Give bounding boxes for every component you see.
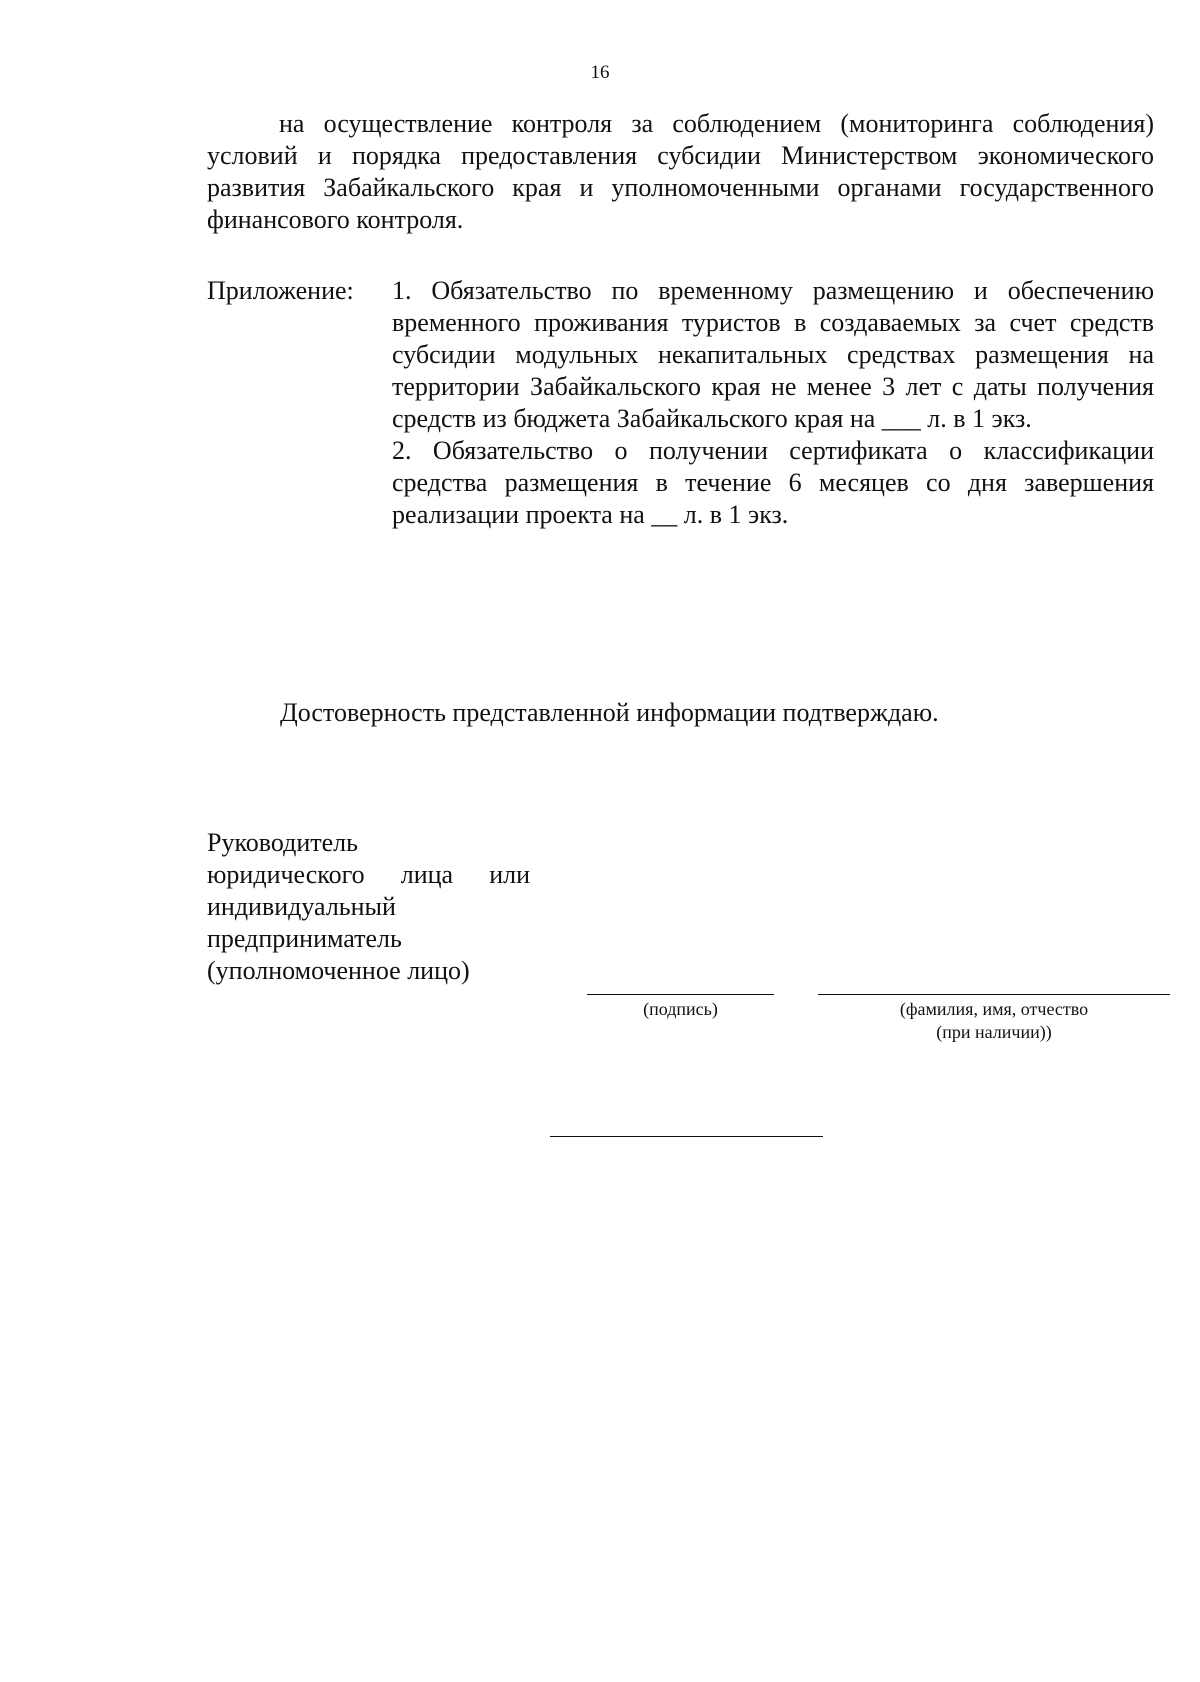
appendix-item-1: 1. Обязательство по временному размещению и обеспечению временного проживания туристов в создаваемых за счет средств субсидии модульных некапитальных средствах размещения на территории Забайкальского края не менее 3 лет с даты получения средств из бюджета Забайкальского края на ___ л. в 1 экз. (392, 276, 1154, 433)
signer-line-2 (207, 859, 530, 891)
page-number: 16 (590, 62, 610, 83)
signer-line-1: Руководитель (207, 828, 358, 857)
full-name-line (818, 994, 1170, 995)
body-paragraph: на осуществление контроля за соблюдением (мониторинга соблюдения) условий и порядка предоставления субсидии Министерством экономического развития Забайкальского края и уполномоченными органами государственного финансового контроля. (207, 109, 1154, 234)
signer-line-2-word-3: или (489, 860, 530, 889)
signature-caption: (подпись) (643, 999, 718, 1019)
confirmation-statement: Достоверность представленной информации подтверждаю. (280, 698, 939, 727)
signer-line-2-word-2: лица (400, 860, 454, 889)
full-name-caption-line-1: (фамилия, имя, отчество (899, 999, 1089, 1019)
appendix-item-2: 2. Обязательство о получении сертификата о классификации средства размещения в течение 6 месяцев со дня завершения реализации проекта на __ л. в 1 экз. (392, 436, 1154, 529)
end-of-document-line (550, 1136, 823, 1137)
signer-title (207, 827, 537, 987)
signer-line-3: индивидуальный (207, 892, 396, 921)
full-name-caption-line-2: (при наличии)) (936, 1022, 1052, 1042)
signer-line-5: (уполномоченное лицо) (207, 956, 470, 985)
appendix-list (392, 275, 1154, 531)
signer-line-2-word-1: юридического (207, 860, 365, 889)
signer-line-4: предприниматель (207, 924, 402, 953)
signature-line (587, 994, 774, 995)
full-name-caption (818, 998, 1170, 1044)
appendix-label: Приложение: (207, 276, 354, 305)
